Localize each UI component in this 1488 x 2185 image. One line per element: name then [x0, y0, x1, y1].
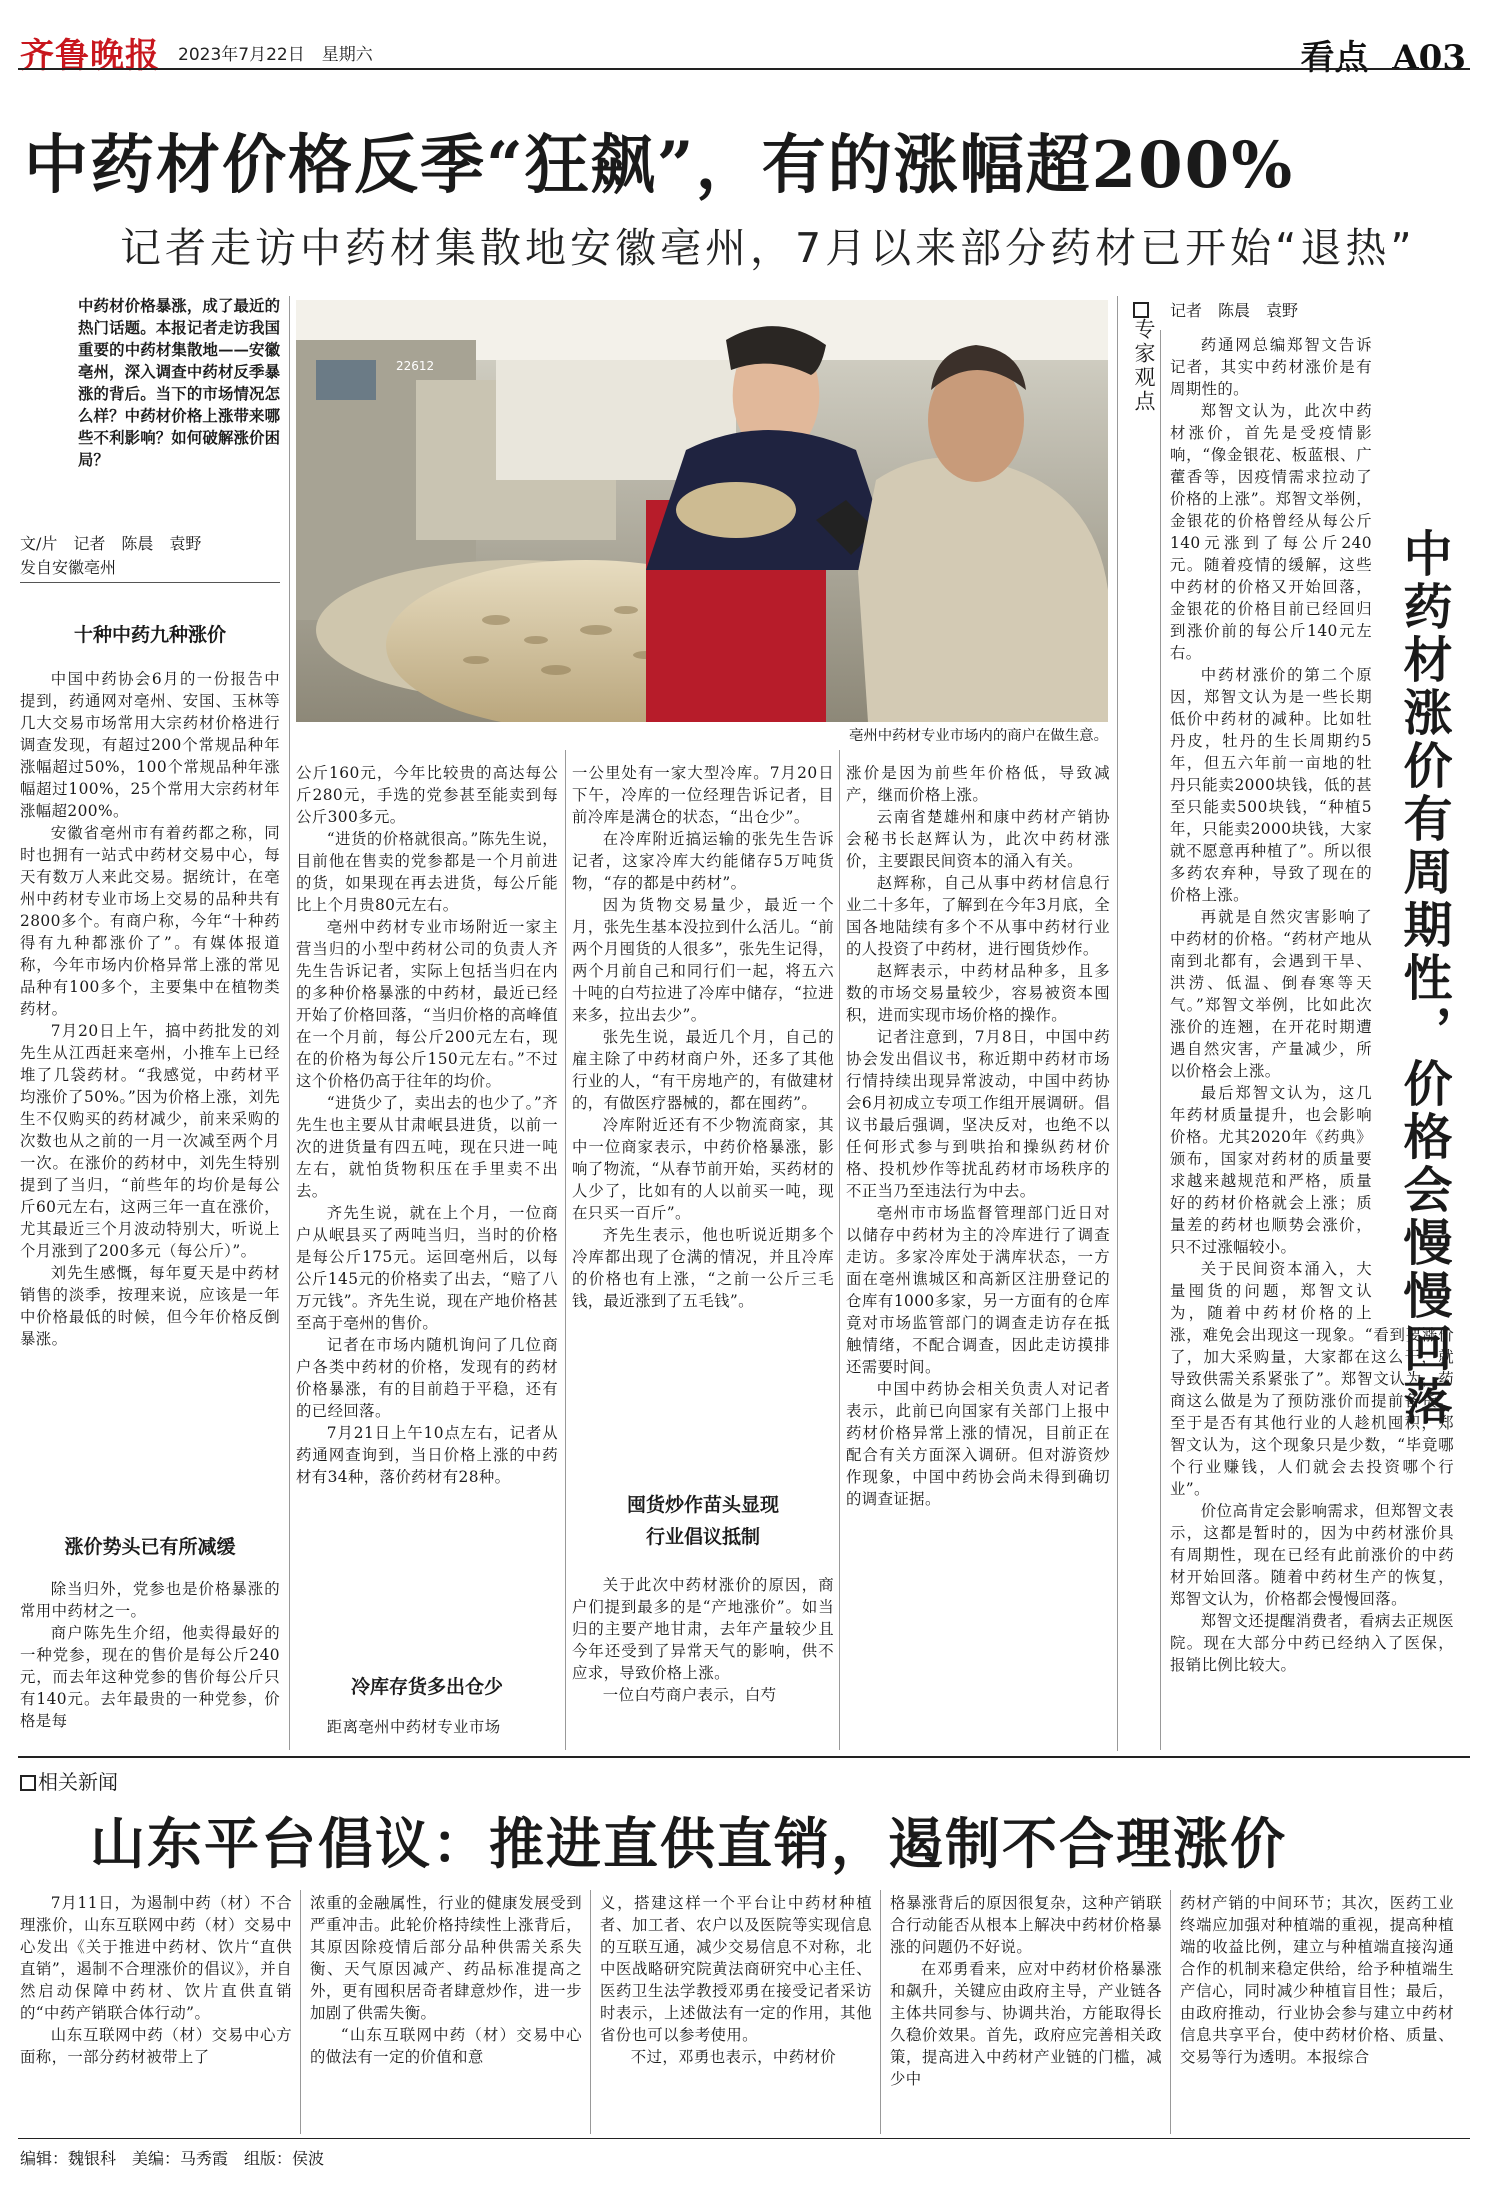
paragraph: 关于民间资本涌入，大量囤货的问题，郑智文认为，随着中药材价格的上涨，难免会出现这一现象。“看到要涨价了，加大采购量，大家都在这么干，就导致供需关系紧张了”。郑智文认为，药商这么做是为了预防涨价而提前备货。至于是否有其他行业的人趁机囤积，郑智文认为，这个现象只是少数，“毕竟哪个行业赚钱，人们就会去投资哪个行业”。 [1170, 1260, 1454, 1498]
subtitle-ten-medicines: 十种中药九种涨价 [73, 624, 226, 646]
column-rule [1170, 1890, 1171, 2134]
paragraph: 药通网总编郑智文告诉记者，其实中药材涨价是有周期性的。 [1170, 336, 1372, 398]
stall-number: 22612 [396, 359, 435, 373]
paragraph: 7月20日上午，搞中药批发的刘先生从江西赶来亳州，小推车上已经堆了几袋药材。“我感觉，中药材平均涨价了50%。”因为价格上涨，刘先生不仅购买的药材减少，前来采购的次数也从之前的一月一次减至两个月一次。在涨价的药材中，刘先生特别提到了当归，“前些年的均价是每公斤60元左右，这两三年一直在涨价，尤其最近三个月波动特别大，听说上个月涨到了200多元（每公斤）”。 [20, 1022, 280, 1260]
paragraph: 亳州中药材专业市场附近一家主营当归的小型中药材公司的负责人齐先生告诉记者，实际上包括当归在内的多种价格暴涨的中药材，最近已经开始了价格回落，“当归价格的高峰值在一个月前，每公斤200元左右，现在的价格为每公斤150元左右。”不过这个价格仍高于往年的均价。 [296, 918, 558, 1090]
paragraph: 齐先生表示，他也听说近期多个冷库都出现了仓满的情况，并且冷库的价格也有上涨，“之前一公斤三毛钱，最近涨到了五毛钱”。 [572, 1226, 834, 1310]
paragraph: 涨价是因为前些年价格低，导致减产，继而价格上涨。 [846, 764, 1110, 804]
masthead-rule [18, 68, 1470, 70]
paragraph: 云南省楚雄州和康中药材产销协会秘书长赵辉认为，此次中药材涨价，主要跟民间资本的涌入有关。 [846, 808, 1110, 870]
paragraph: 山东互联网中药（材）交易中心方面称，一部分药材被带上了 [20, 2026, 292, 2066]
market-photo [296, 300, 1108, 722]
headline-spacer [1372, 524, 1454, 1304]
paragraph: 记者在市场内随机询问了几位商户各类中药材的价格，发现有的药材价格暴涨，有的目前趋于平稳，还有的已经回落。 [296, 1336, 558, 1420]
column-rule [300, 1890, 301, 2134]
column-rule [880, 1890, 881, 2134]
column-2-text [296, 762, 558, 1642]
paragraph: 药材产销的中间环节；其次，医药工业终端应加强对种植端的重视，提高种植端的收益比例，建立与种植端直接沟通合作的机制来稳定供给，给予种植端生产信心，同时减少种植盲目性；最后，由政府推动，行业协会参与建立中药材信息共享平台，使中药材价格、质量、交易等行为透明。本报综合 [1180, 1894, 1454, 2066]
byline-authors: 文/片 记者 陈晨 袁野 [20, 534, 202, 553]
column-4-text [846, 762, 1110, 1750]
column-rule [590, 1890, 591, 2134]
paragraph: 在冷库附近搞运输的张先生告诉记者，这家冷库大约能储存5万吨货物，“存的都是中药材”。 [572, 830, 834, 892]
paragraph: 格暴涨背后的原因很复杂，这种产销联合行动能否从根本上解决中药材价格暴涨的问题仍不好说。 [890, 1894, 1162, 1956]
article-lead: 中药材价格暴涨，成了最近的热门话题。本报记者走访我国重要的中药材集散地——安徽亳州，深入调查中药材反季暴涨的背后。当下的市场情况怎么样？中药材价格上涨带来哪些不利影响？如何破解涨价困局？ [78, 297, 280, 469]
paragraph: 中药材涨价的第二个原因，郑智文认为是一些长期低价中药材的减种。比如牡丹皮，牡丹的生长周期约5年，但五六年前一亩地的牡丹只能卖2000块钱，低的甚至只能卖500块钱，“种植5年，只能卖2000块钱，大家就不愿意再种植了”。所以很多药农弃种，导致了现在的价格上涨。 [1170, 666, 1372, 904]
editor-credits: 编辑：魏银科 美编：马秀霞 组版：侯波 [20, 2149, 325, 2168]
paragraph: 赵辉称，自己从事中药材信息行业二十多年，了解到在今年3月底，全国各地陆续有多个不从事中药材行业的人投资了中药材，进行囤货炒作。 [846, 874, 1110, 958]
footer-rule [18, 2138, 1470, 2139]
paragraph: 义，搭建这样一个平台让中药材种植者、加工者、农户以及医院等实现信息的互联互通，减少交易信息不对称，北中医战略研究院黄法商研究中心主任、医药卫生法学教授邓勇在接受记者采访时表示，上述做法有一定的作用，其他省份也可以参考使用。 [600, 1894, 872, 2044]
paragraph: “进货的价格就很高。”陈先生说，目前他在售卖的党参都是一个月前进的货，如果现在再去进货，每公斤能比上个月贵80元左右。 [296, 830, 558, 914]
paragraph: 价位高肯定会影响需求，但郑智文表示，这都是暂时的，因为中药材涨价具有周期性，现在已经有此前涨价的中药材开始回落。随着中药材生产的恢复，郑智文认为，价格都会慢慢回落。 [1170, 1502, 1454, 1608]
sub-headline: 记者走访中药材集散地安徽亳州，7月以来部分药材已开始“退热” [120, 224, 1416, 272]
paragraph: 因为货物交易量少，最近一个月，张先生基本没拉到什么活儿。“前两个月囤货的人很多”，张先生记得，两个月前自己和同行们一起，将五六十吨的白芍拉进了冷库中储存，“拉进来多，拉出去少”。 [572, 896, 834, 1024]
column-rule [1117, 296, 1118, 1751]
box-icon [20, 1775, 36, 1791]
paragraph: 亳州市市场监督管理部门近日对以储存中药材为主的冷库进行了调查走访。多家冷库处于满库状态，一方面在亳州谯城区和高新区注册登记的仓库有1000多家，另一方面有的仓库竟对市场监管部门的调查走访存在抵触情绪，不配合调查，因此走访摸排还需要时间。 [846, 1204, 1110, 1376]
paragraph: 浓重的金融属性，行业的健康发展受到严重冲击。此轮价格持续性上涨背后，其原因除疫情后部分品种供需关系失衡、天气原因减产、药品标准提高之外，更有囤积居奇者肆意炒作，进一步加剧了供需失衡。 [310, 1894, 582, 2022]
page-info [1300, 30, 1466, 79]
subtitle-initiative: 行业倡议抵制 [645, 1526, 760, 1548]
related-col-2 [310, 1892, 582, 2134]
paragraph: 关于此次中药材涨价的原因，商户们提到最多的是“产地涨价”。如当归的主要产地甘肃，去年产量较少且今年还受到了异常天气的影响，供不应求，导致价格上涨。 [572, 1576, 834, 1682]
expert-byline: 记者 陈晨 袁野 [1170, 301, 1299, 320]
column-rule [565, 750, 566, 1750]
article-byline [20, 532, 280, 583]
expert-section-tag [1130, 302, 1156, 414]
paragraph: 商户陈先生介绍，他卖得最好的一种党参，现在的售价是每公斤240元，而去年这种党参的售价每公斤只有140元。去年最贵的一种党参，价格是每 [20, 1624, 280, 1730]
issue-date: 2023年7月22日 星期六 [178, 45, 373, 65]
photo-caption: 亳州中药材专业市场内的商户在做生意。 [848, 728, 1108, 744]
newspaper-logo: 齐鲁晚报 [20, 36, 160, 76]
expert-text [1170, 334, 1454, 1750]
column-rule [1160, 330, 1161, 1750]
section-rule [18, 1756, 1470, 1758]
section-name: 看点 [1300, 38, 1369, 78]
paragraph: 郑智文还提醒消费者，看病去正规医院。现在大部分中药已经纳入了医保，报销比例比较大。 [1170, 1612, 1454, 1674]
paragraph: 7月21日上午10点左右，记者从药通网查询到，当日价格上涨的中药材有34种，落价药材有28种。 [296, 1424, 558, 1486]
expert-tag-label: 专家观点 [1132, 318, 1156, 414]
column-rule [289, 750, 290, 1750]
paragraph: “进货少了，卖出去的也少了。”齐先生也主要从甘肃岷县进货，以前一次的进货量有四五吨，现在只进一吨左右，就怕货物积压在手里卖不出去。 [296, 1094, 558, 1200]
subtitle-cold-storage: 冷库存货多出仓少 [350, 1676, 503, 1698]
related-headline: 山东平台倡议：推进直供直销，遏制不合理涨价 [90, 1811, 1288, 1876]
main-headline: 中药材价格反季“狂飙”，有的涨幅超200% [24, 128, 1295, 203]
paragraph: 距离亳州中药材专业市场 [326, 1718, 501, 1736]
paragraph: 记者注意到，7月8日，中国中药协会发出倡议书，称近期中药材市场行情持续出现异常波动，中国中药协会6月初成立专项工作组开展调研。倡议书最后强调，坚决反对，也绝不以任何形式参与到哄抬和操纵药材价格、投机炒作等扰乱药材市场秩序的不正当乃至违法行为中去。 [846, 1028, 1110, 1200]
market-photo-illustration [296, 300, 1108, 722]
column-rule [839, 750, 840, 1750]
paragraph: 最后郑智文认为，这几年药材质量提升，也会影响价格。尤其2020年《药典》颁布，国家对药材的质量要求越来越规范和严格，质量好的药材价格就会上涨；质量差的药材也顺势会涨价，只不过涨幅较小。 [1170, 1084, 1372, 1256]
paragraph: 冷库附近还有不少物流商家，其中一位商家表示，中药价格暴涨，影响了物流，“从春节前开始，买药材的人少了，比如有的人以前买一吨，现在只买一百斤”。 [572, 1116, 834, 1222]
related-col-1 [20, 1892, 292, 2134]
paragraph: 安徽省亳州市有着药都之称，同时也拥有一站式中药材交易中心，每天有数万人来此交易。据统计，在亳州中药材专业市场上交易的品种共有2800多个。有商户称，今年“十种药得有九种都涨价了”。有媒体报道称，今年市场内价格异常上涨的常见品种有100多个，主要集中在植物类药材。 [20, 824, 280, 1018]
paragraph: 7月11日，为遏制中药（材）不合理涨价，山东互联网中药（材）交易中心发出《关于推进中药材、饮片“直供直销”，遏制不合理涨价的倡议》，并自然启动保障中药材、饮片直供直销的“中药产销联合体行动”。 [20, 1894, 292, 2022]
column-2b-text [296, 1716, 558, 1746]
paragraph: “山东互联网中药（材）交易中心的做法有一定的价值和意 [310, 2026, 582, 2066]
paragraph: 除当归外，党参也是价格暴涨的常用中药材之一。 [20, 1580, 280, 1620]
subtitle-slowing: 涨价势头已有所减缓 [64, 1536, 236, 1558]
related-news-tag [20, 1766, 118, 1795]
column-1b-text [20, 1578, 280, 1750]
paragraph: 不过，邓勇也表示，中药材价 [630, 2048, 837, 2066]
paragraph: 一位白芍商户表示，白芍 [602, 1686, 777, 1704]
paragraph: 在邓勇看来，应对中药材价格暴涨和飙升，关键应由政府主导，产业链各主体共同参与、协调共治，方能取得长久稳价效果。首先，政府应完善相关政策，提高进入中药材产业链的门槛，减少中 [890, 1960, 1162, 2088]
expert-headline: 中药材涨价有周期性，价格会慢慢回落 [1396, 528, 1454, 1429]
paragraph: 中国中药协会6月的一份报告中提到，药通网对亳州、安国、玉林等几大交易市场常用大宗药材价格进行调查发现，有超过200个常规品种年涨幅超过50%，100个常规品种年涨幅超过100%，25个常用大宗药材年涨幅超200%。 [20, 670, 280, 820]
page-number: A03 [1392, 38, 1466, 78]
paragraph: 公斤160元，今年比较贵的高达每公斤280元，手选的党参甚至能卖到每公斤300多元。 [296, 764, 558, 826]
column-3-text [572, 762, 834, 1478]
paragraph: 赵辉表示，中药材品种多，且多数的市场交易量较少，容易被资本囤积，进而实现市场价格的操作。 [846, 962, 1110, 1024]
column-rule [289, 296, 290, 750]
paragraph: 一公里处有一家大型冷库。7月20日下午，冷库的一位经理告诉记者，目前冷库是满仓的状态，“出仓少”。 [572, 764, 834, 826]
box-icon [1133, 302, 1149, 318]
paragraph: 再就是自然灾害影响了中药材的价格。“药材产地从南到北都有，会遇到干旱、洪涝、低温、倒春寒等天气。”郑智文举例，比如此次涨价的连翘，在开花时期遭遇自然灾害，产量减少，所以价格会上涨。 [1170, 908, 1372, 1080]
related-col-4 [890, 1892, 1162, 2134]
related-col-3 [600, 1892, 872, 2134]
column-3b-text [572, 1574, 834, 1750]
related-tag-label: 相关新闻 [38, 1770, 118, 1794]
paragraph: 齐先生说，就在上个月，一位商户从岷县买了两吨当归，当时的价格是每公斤175元。运回亳州后，以每公斤145元的价格卖了出去，“赔了八万元钱”。齐先生说，现在产地价格甚至高于亳州的售价。 [296, 1204, 558, 1332]
paragraph: 郑智文认为，此次中药材涨价，首先是受疫情影响，“像金银花、板蓝根、广藿香等，因疫情需求拉动了价格的上涨”。郑智文举例，金银花的价格曾经从每公斤140元涨到了每公斤240元。随着疫情的缓解，这些中药材的价格又开始回落，金银花的价格目前已经回归到涨价前的每公斤140元左右。 [1170, 402, 1372, 662]
paragraph: 刘先生感慨，每年夏天是中药材销售的淡季，按理来说，应该是一年中价格最低的时候，但今年价格反倒暴涨。 [20, 1264, 280, 1348]
column-1-text [20, 668, 280, 1536]
paragraph: 中国中药协会相关负责人对记者表示，此前已向国家有关部门上报中药材价格异常上涨的情况，目前正在配合有关方面深入调研。但对游资炒作现象，中国中药协会尚未得到确切的调查证据。 [846, 1380, 1110, 1508]
subtitle-hoarding: 囤货炒作苗头显现 [626, 1494, 779, 1516]
related-col-5 [1180, 1892, 1454, 2134]
paragraph: 张先生说，最近几个月，自己的雇主除了中药材商户外，还多了其他行业的人，“有干房地产的，有做建材的，有做医疗器械的，都在囤药”。 [572, 1028, 834, 1112]
byline-location: 发自安徽亳州 [20, 558, 117, 577]
